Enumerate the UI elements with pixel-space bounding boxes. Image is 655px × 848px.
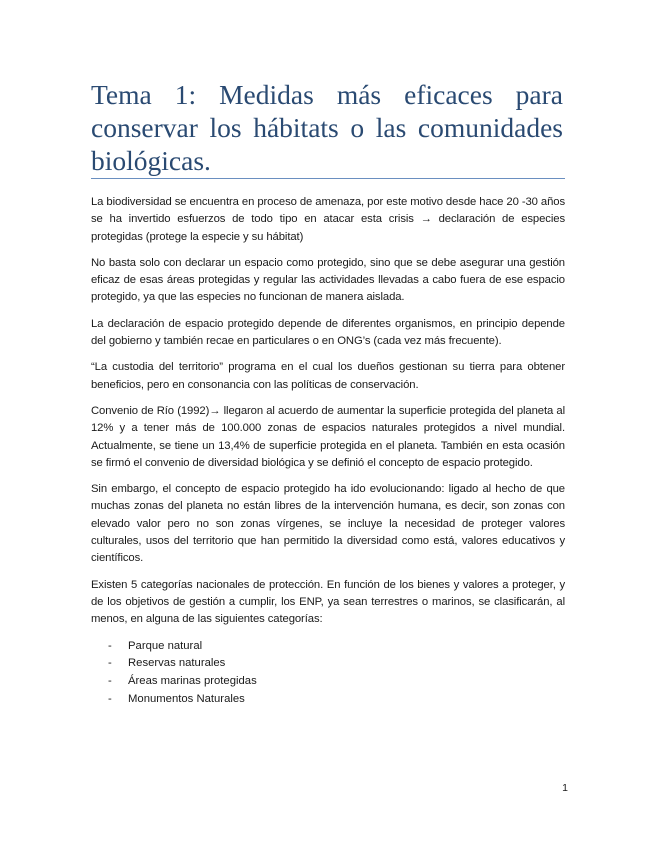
bullet-dash: - [108, 657, 112, 670]
document-body [91, 194, 565, 709]
paragraph-biodiversity-threat: La biodiversidad se encuentra en proceso de amenaza, por este motivo desde hace 20 -30 años se ha invertido esfuerzos de todo tipo en atacar esta crisis → declaración de especies protegidas (protege la especie y su hábitat) [91, 196, 565, 243]
list-item [91, 655, 565, 673]
list-item [91, 673, 565, 691]
paragraph-protection-categories: Existen 5 categorías nacionales de protección. En función de los bienes y valores a proteger, y de los objetivos de gestión a cumplir, los ENP, ya sean terrestres o marinos, se clasificarán, al menos, en alguna de las siguientes categorías: [91, 578, 565, 626]
paragraph-land-stewardship: “La custodia del territorio” programa en el cual los dueños gestionan su tierra para obtener beneficios, pero en consonancia con las políticas de conservación. [91, 361, 565, 391]
list-item-label: Monumentos Naturales [128, 692, 245, 705]
bullet-dash: - [108, 692, 112, 705]
list-item [91, 638, 565, 656]
protection-categories-list [91, 638, 565, 709]
list-item-label: Reservas naturales [128, 657, 226, 670]
bullet-dash: - [108, 675, 112, 688]
title-underline-divider [91, 178, 565, 179]
paragraph-effective-management: No basta solo con declarar un espacio como protegido, sino que se debe asegurar una gestión eficaz de esas áreas protegidas y regular las actividades llevadas a cabo fuera de ese espacio protegido, ya que las especies no funcionan de manera aislada. [91, 256, 565, 304]
paragraph-concept-evolution: Sin embargo, el concepto de espacio protegido ha ido evolucionando: ligado al hecho de que muchas zonas del planeta no están libres de la intervención humana, es decir, son zonas con elevado valor pero no son zonas vírgenes, se incluye la necesidad de proteger valores culturales, usos del territorio que han permitido la diversidad como está, valores educativos y científicos. [91, 483, 565, 565]
list-item-label: Parque natural [128, 639, 203, 652]
paragraph-rio-convention: Convenio de Río (1992)→ llegaron al acuerdo de aumentar la superficie protegida del planeta al 12% y a tener más de 100.000 zonas de espacios naturales protegidos a nivel mundial. Actualmente, se tiene un 13,4% de superficie protegida en el planeta. También en esta ocasión se firmó el convenio de diversidad biológica y se definió el concepto de espacio protegido. [91, 404, 565, 469]
paragraph-protected-space-declaration: La declaración de espacio protegido depende de diferentes organismos, en principio depende del gobierno y también recae en particulares o en ONG’s (cada vez más frecuente). [91, 317, 565, 348]
page-number: 1 [562, 782, 568, 794]
list-item-label: Áreas marinas protegidas [128, 675, 257, 688]
document-title: Tema 1: Medidas más eficaces para conservar los hábitats o las comunidades biológicas. [91, 79, 563, 176]
bullet-dash: - [108, 639, 112, 652]
list-item [91, 691, 565, 709]
